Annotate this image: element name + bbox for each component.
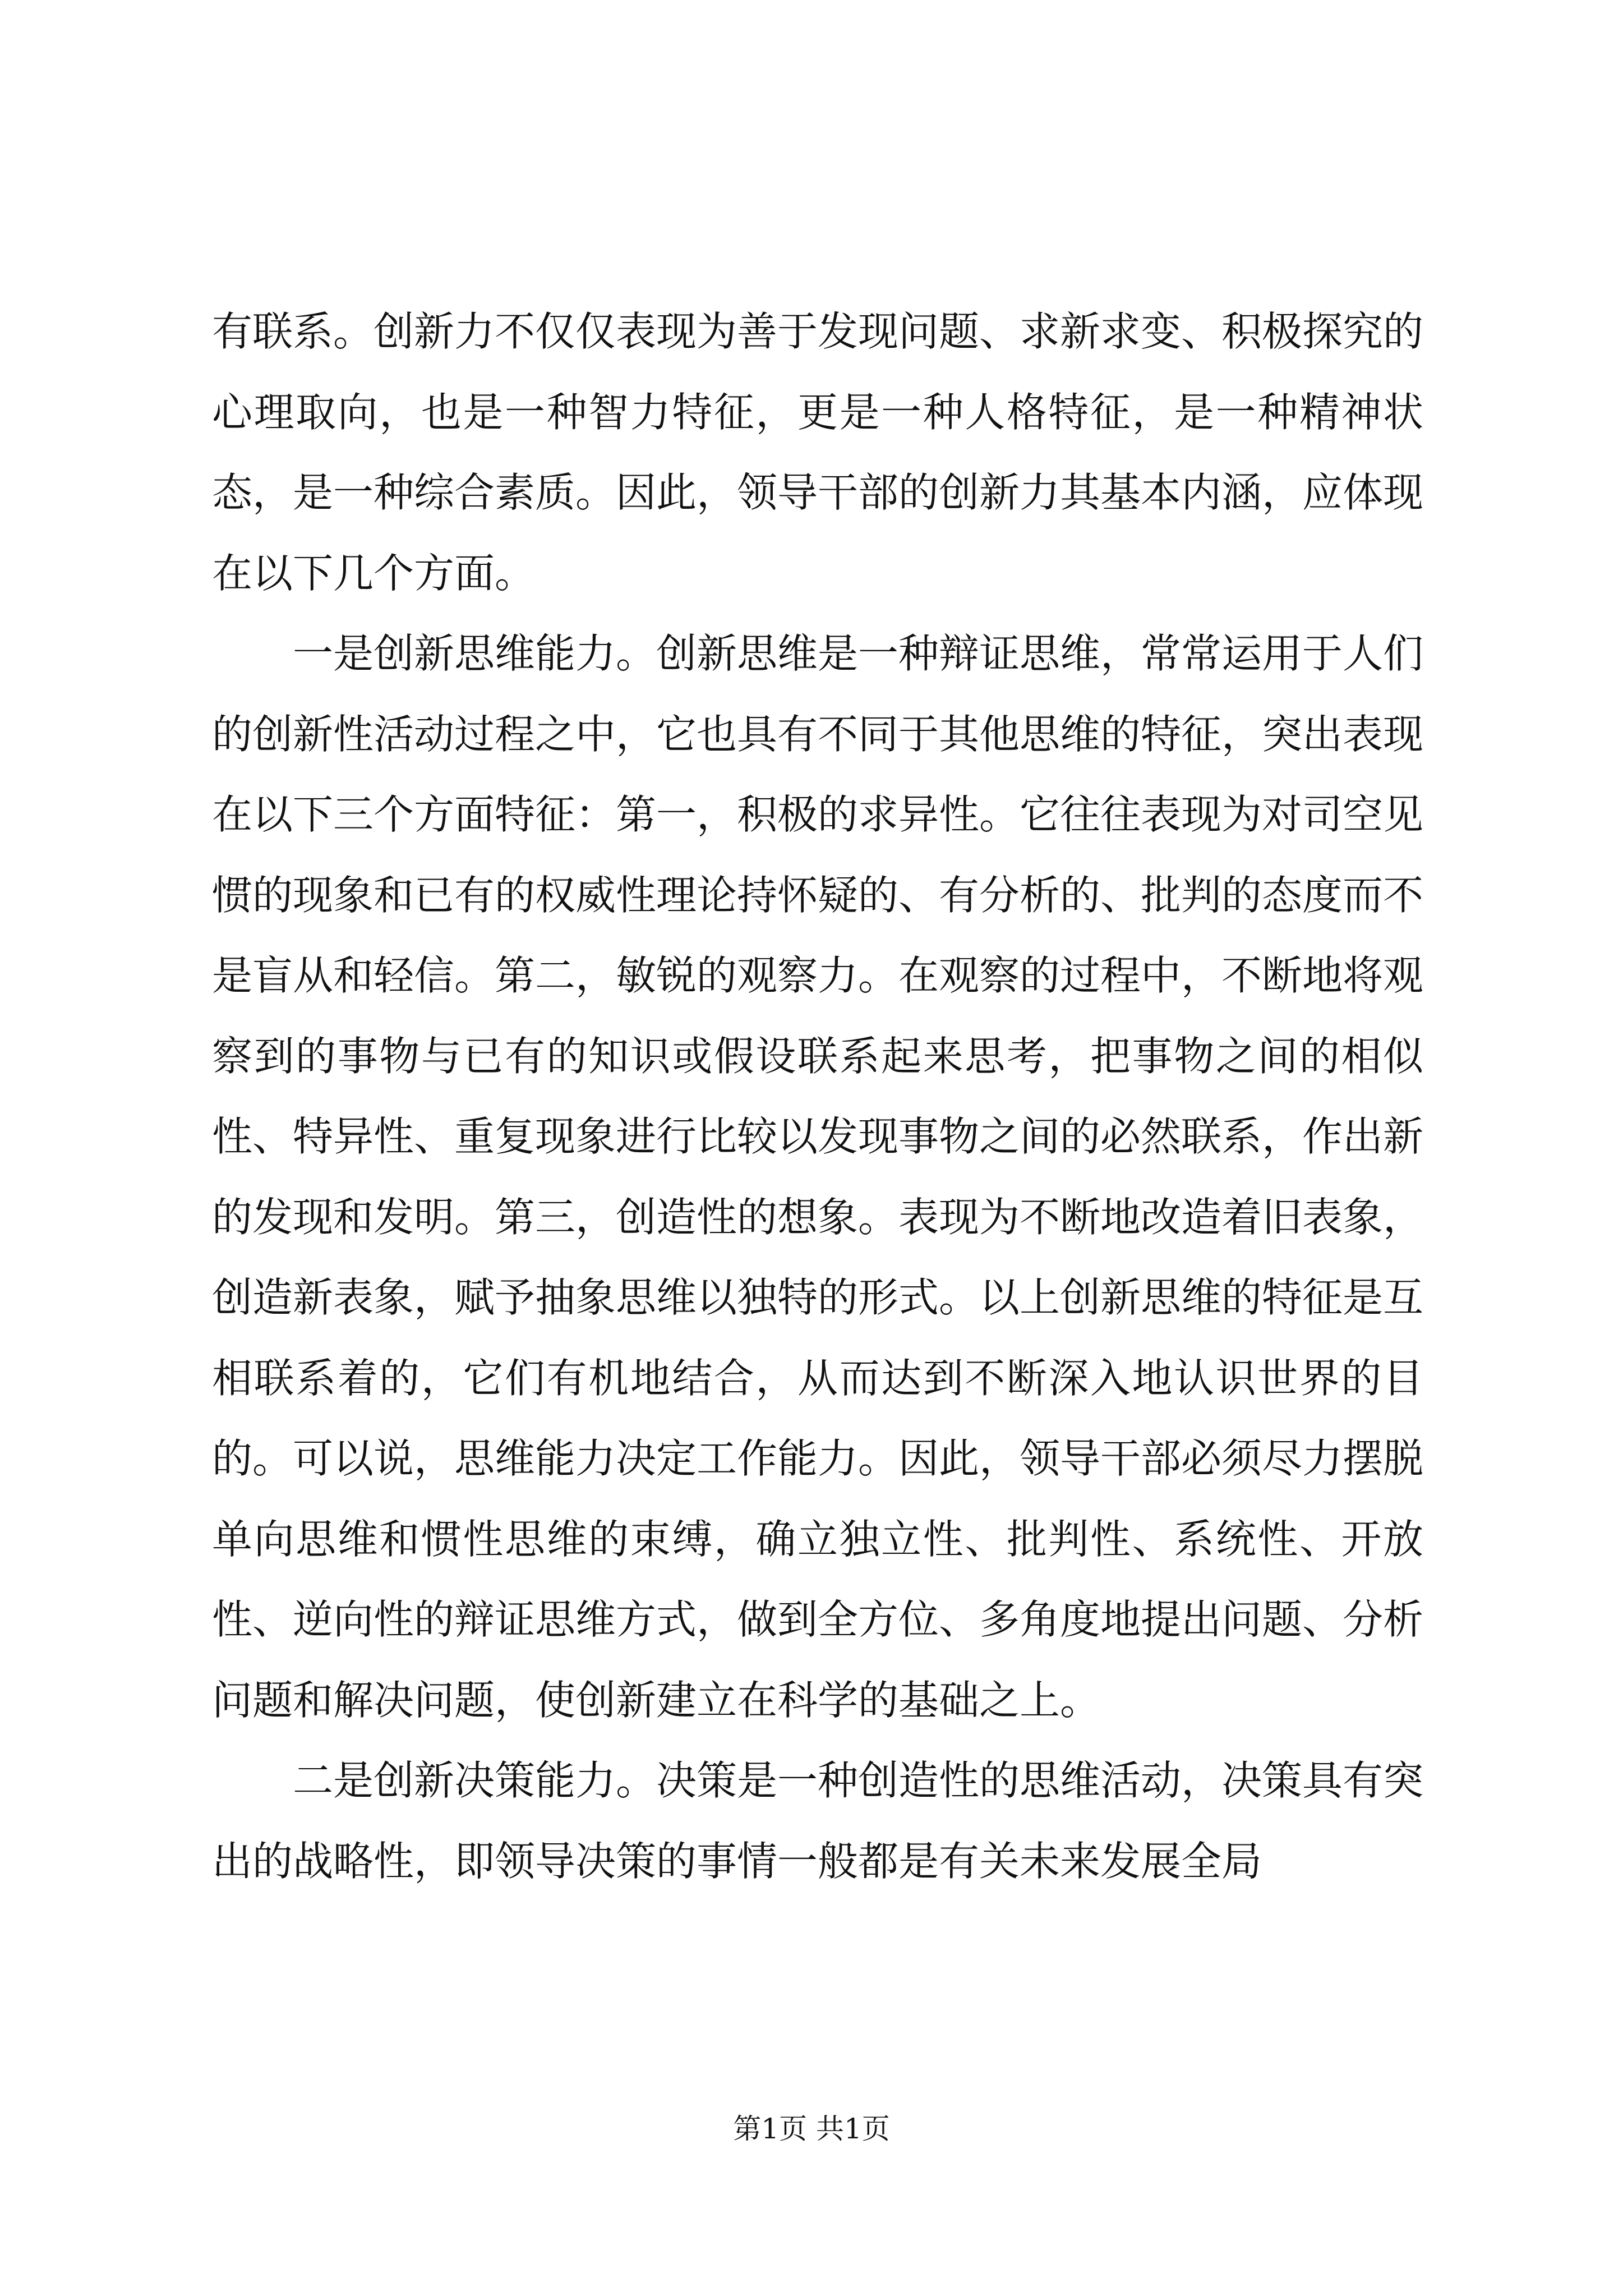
paragraph-innovative-decision: 二是创新决策能力。决策是一种创造性的思维活动，决策具有突出的战略性，即领导决策的事情一般都是有关未来发展全局 [212,1757,1424,1885]
page-footer: 第1页 共1页 [733,2113,890,2145]
paragraph-innovative-thinking: 一是创新思维能力。创新思维是一种辩证思维，常常运用于人们的创新性活动过程之中，它也具有不同于其他思维的特征，突出表现在以下三个方面特征：第一，积极的求异性。它往往表现为对司空见惯的现象和已有的权威性理论持怀疑的、有分析的、批判的态度而不是盲从和轻信。第二，敏锐的观察力。在观察的过程中，不断地将观察到的事物与已有的知识或假设联系起来思考，把事物之间的相似性、特异性、重复现象进行比较以发现事物之间的必然联系，作出新的发现和发明。第三，创造性的想象。表现为不断地改造着旧表象，创造新表象，赋予抽象思维以独特的形式。以上创新思维的特征是互相联系着的，它们有机地结合，从而达到不断深入地认识世界的目的。可以说，思维能力决定工作能力。因此，领导干部必须尽力摆脱单向思维和惯性思维的束缚，确立独立性、批判性、系统性、开放性、逆向性的辩证思维方式，做到全方位、多角度地提出问题、分析问题和解决问题，使创新建立在科学的基础之上。 [212,630,1424,1724]
document-body [212,292,1423,1902]
paragraph-continuation: 有联系。创新力不仅仅表现为善于发现问题、求新求变、积极探究的心理取向，也是一种智力特征，更是一种人格特征，是一种精神状态，是一种综合素质。因此，领导干部的创新力其基本内涵，应体现在以下几个方面。 [212,308,1424,597]
